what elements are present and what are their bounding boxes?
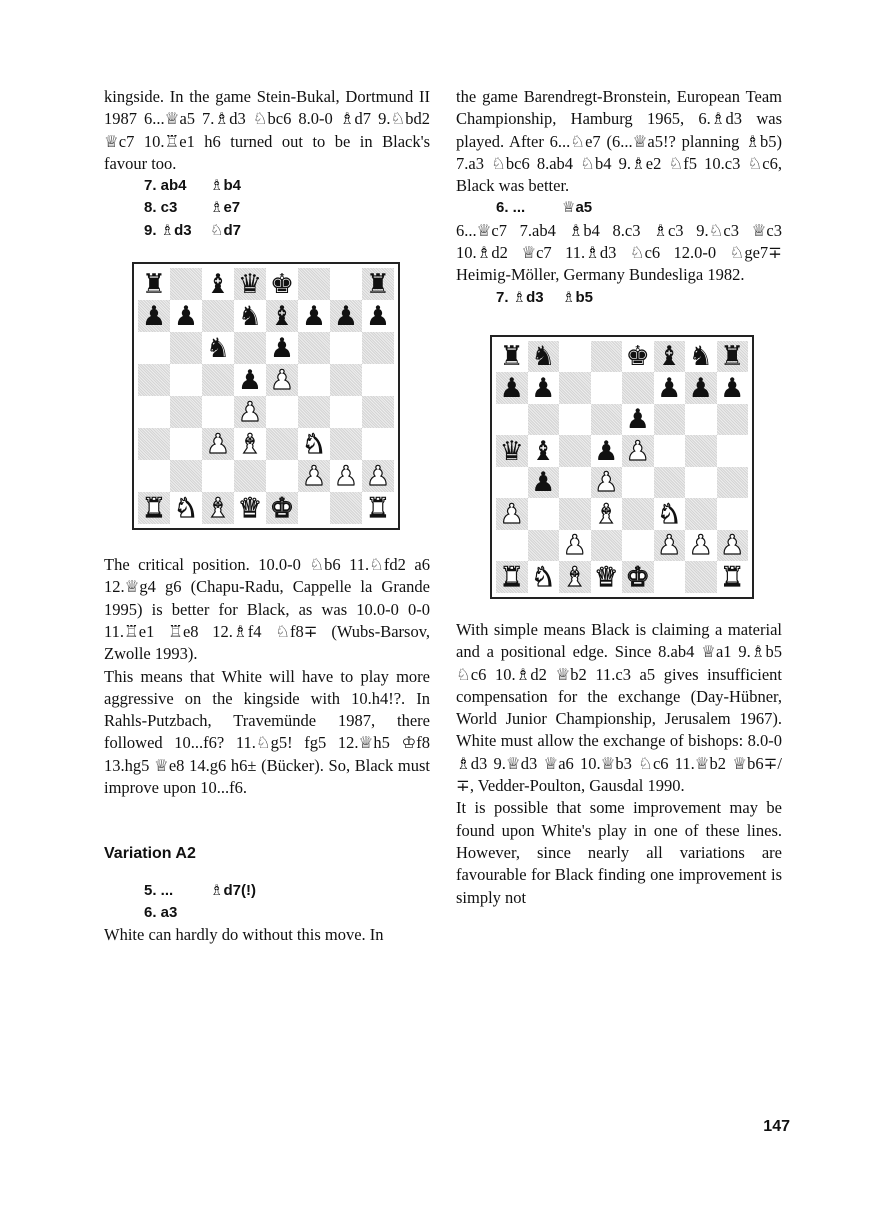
move-black: ♕a5 xyxy=(562,199,593,217)
board-square xyxy=(591,467,623,499)
move-black: ♗e7 xyxy=(210,199,241,217)
board-square xyxy=(362,332,394,364)
black-pawn-icon: ♟ xyxy=(365,300,391,332)
white-pawn-icon: ♟ xyxy=(333,460,359,492)
board-square xyxy=(717,467,749,499)
board-square xyxy=(559,530,591,562)
board-square xyxy=(330,428,362,460)
white-rook-icon: ♜ xyxy=(365,492,391,524)
left-column xyxy=(104,86,430,947)
black-pawn-icon: ♟ xyxy=(720,372,745,404)
black-bishop-icon: ♝ xyxy=(531,435,556,467)
black-rook-icon: ♜ xyxy=(365,268,391,300)
black-pawn-icon: ♟ xyxy=(237,364,263,396)
board-square xyxy=(622,467,654,499)
white-pawn-icon: ♟ xyxy=(365,460,391,492)
board-square xyxy=(685,372,717,404)
white-pawn-icon: ♟ xyxy=(657,530,682,562)
right-paragraph-2: 6...♕c7 7.ab4 ♗b4 8.c3 ♗c3 9.♘c3 ♕c3 10.♗d2 ♕c7 11.♗d3 ♘c6 12.0-0 ♘ge7∓ Heimig-Möller, Germany Bundesliga 1982. xyxy=(456,220,782,285)
move-black: ♗b4 xyxy=(210,177,241,195)
white-bishop-icon: ♝ xyxy=(205,492,231,524)
black-pawn-icon: ♟ xyxy=(531,467,556,499)
black-king-icon: ♚ xyxy=(625,341,650,373)
board-square xyxy=(234,428,266,460)
move-white: 6. a3 xyxy=(144,903,178,921)
white-pawn-icon: ♟ xyxy=(499,498,524,530)
board-square xyxy=(202,396,234,428)
board-square xyxy=(685,530,717,562)
white-bishop-icon: ♝ xyxy=(562,561,587,593)
left-paragraph-2: The critical position. 10.0-0 ♘b6 11.♘fd2 a6 12.♕g4 g6 (Chapu-Radu, Cappelle la Grande 1995) is better for Black, as was 10.0-0 0-0 11.♖e1 ♖e8 12.♗f4 ♘f8∓ (Wubs-Barsov, Zwolle 1993). xyxy=(104,555,430,664)
move-list-1 xyxy=(104,175,430,242)
black-pawn-icon: ♟ xyxy=(301,300,327,332)
board-square xyxy=(202,268,234,300)
board-square xyxy=(234,460,266,492)
board-square xyxy=(654,467,686,499)
board-square xyxy=(496,561,528,593)
board-square xyxy=(496,404,528,436)
board-square xyxy=(170,460,202,492)
black-pawn-icon: ♟ xyxy=(173,300,199,332)
black-rook-icon: ♜ xyxy=(720,341,745,373)
board-square xyxy=(685,435,717,467)
board-square xyxy=(202,300,234,332)
board-square xyxy=(362,492,394,524)
board-square xyxy=(362,268,394,300)
board-square xyxy=(622,530,654,562)
move-line xyxy=(104,880,430,902)
board-square xyxy=(654,498,686,530)
black-pawn-icon: ♟ xyxy=(531,372,556,404)
black-bishop-icon: ♝ xyxy=(657,341,682,373)
board-square xyxy=(266,396,298,428)
black-knight-icon: ♞ xyxy=(688,341,713,373)
board-square xyxy=(685,467,717,499)
move-line xyxy=(456,287,782,309)
board-square xyxy=(717,498,749,530)
white-knight-icon: ♞ xyxy=(657,498,682,530)
board-square xyxy=(138,396,170,428)
board-square xyxy=(685,561,717,593)
move-black: ♗d7(!) xyxy=(210,881,256,899)
move-black: ♗b5 xyxy=(562,288,593,306)
move-list-2 xyxy=(104,880,430,925)
board-square xyxy=(622,341,654,373)
black-knight-icon: ♞ xyxy=(205,332,231,364)
board-square xyxy=(330,268,362,300)
black-pawn-icon: ♟ xyxy=(657,372,682,404)
move-line xyxy=(104,175,430,197)
board-square xyxy=(622,498,654,530)
black-pawn-icon: ♟ xyxy=(594,435,619,467)
board-square xyxy=(202,428,234,460)
board-square xyxy=(591,404,623,436)
board-square xyxy=(362,300,394,332)
board-square xyxy=(717,561,749,593)
board-square xyxy=(622,372,654,404)
black-pawn-icon: ♟ xyxy=(269,332,295,364)
board-square xyxy=(170,332,202,364)
chess-diagram-1 xyxy=(132,262,400,530)
move-white: 7. ab4 xyxy=(144,177,187,195)
white-pawn-icon: ♟ xyxy=(594,467,619,499)
move-white: 6. ... xyxy=(496,199,526,217)
black-pawn-icon: ♟ xyxy=(625,404,650,436)
board-square xyxy=(717,404,749,436)
black-pawn-icon: ♟ xyxy=(333,300,359,332)
black-pawn-icon: ♟ xyxy=(499,372,524,404)
board-square xyxy=(654,404,686,436)
move-white: 9. ♗d3 xyxy=(144,221,192,239)
move-black: ♘d7 xyxy=(210,221,241,239)
board-square xyxy=(496,341,528,373)
white-knight-icon: ♞ xyxy=(301,428,327,460)
board-square xyxy=(170,428,202,460)
board-square xyxy=(622,435,654,467)
board-square xyxy=(717,341,749,373)
board-square xyxy=(298,332,330,364)
board-square xyxy=(362,460,394,492)
move-line xyxy=(456,197,782,219)
board-square xyxy=(138,300,170,332)
board-square xyxy=(362,396,394,428)
board-square xyxy=(591,435,623,467)
board-square xyxy=(559,435,591,467)
board-square xyxy=(266,492,298,524)
move-white: 7. ♗d3 xyxy=(496,288,544,306)
board-square xyxy=(298,396,330,428)
white-knight-icon: ♞ xyxy=(531,561,556,593)
board-square xyxy=(622,404,654,436)
white-queen-icon: ♛ xyxy=(594,561,619,593)
white-rook-icon: ♜ xyxy=(499,561,524,593)
board-square xyxy=(496,530,528,562)
move-line xyxy=(104,197,430,219)
board-square xyxy=(298,364,330,396)
board-square xyxy=(202,364,234,396)
board-square xyxy=(559,404,591,436)
left-paragraph-4: White can hardly do without this move. In xyxy=(104,925,384,945)
board-square xyxy=(496,467,528,499)
board-square xyxy=(202,460,234,492)
board-square xyxy=(266,460,298,492)
page-number: 147 xyxy=(763,1118,790,1135)
board-square xyxy=(685,498,717,530)
white-pawn-icon: ♟ xyxy=(625,435,650,467)
board-square xyxy=(362,428,394,460)
white-pawn-icon: ♟ xyxy=(301,460,327,492)
black-queen-icon: ♛ xyxy=(237,268,263,300)
white-pawn-icon: ♟ xyxy=(688,530,713,562)
black-pawn-icon: ♟ xyxy=(141,300,167,332)
board-square xyxy=(330,396,362,428)
white-queen-icon: ♛ xyxy=(237,492,263,524)
white-bishop-icon: ♝ xyxy=(237,428,263,460)
board-square xyxy=(591,498,623,530)
board-square xyxy=(528,561,560,593)
right-paragraph-4: It is possible that some improvement may be found upon White's play in one of these lines. However, since nearly all variations are favourable for Black finding one improvement is simply not xyxy=(456,798,782,907)
chess-diagram-2 xyxy=(490,335,754,599)
board-square xyxy=(528,404,560,436)
move-line xyxy=(104,902,430,924)
board-square xyxy=(138,460,170,492)
move-white: 8. c3 xyxy=(144,199,178,217)
white-bishop-icon: ♝ xyxy=(594,498,619,530)
board-square xyxy=(654,561,686,593)
white-knight-icon: ♞ xyxy=(173,492,199,524)
left-paragraph-3: This means that White will have to play more aggressive on the kingside with 10.h4!?. In Rahls-Putzbach, Travemünde 1987, there followed 10...f6? 11.♘g5! fg5 12.♕h5 ♔f8 13.hg5 ♕e8 14.g6 h6± (Bücker). So, Black must improve upon 10...f6. xyxy=(104,666,430,798)
board-square xyxy=(330,364,362,396)
board-square xyxy=(591,530,623,562)
board-square xyxy=(266,268,298,300)
board-square xyxy=(170,492,202,524)
white-king-icon: ♚ xyxy=(269,492,295,524)
right-paragraph-1: the game Barendregt-Bronstein, European Team Championship, Hamburg 1965, 6.♗d3 was played. After 6...♘e7 (6...♕a5!? planning ♗b5) 7.a3 ♘bc6 8.ab4 ♘b4 9.♗e2 ♘f5 10.c3 ♘c6, Black was better. xyxy=(456,87,782,196)
board-square xyxy=(138,332,170,364)
board-square xyxy=(717,530,749,562)
black-pawn-icon: ♟ xyxy=(688,372,713,404)
board-square xyxy=(654,530,686,562)
board-square xyxy=(138,268,170,300)
board-square xyxy=(622,561,654,593)
board-square xyxy=(559,498,591,530)
board-square xyxy=(528,498,560,530)
black-king-icon: ♚ xyxy=(269,268,295,300)
board-square xyxy=(591,372,623,404)
board-square xyxy=(528,435,560,467)
left-paragraph-1: kingside. In the game Stein-Bukal, Dortmund II 1987 6...♕a5 7.♗d3 ♘bc6 8.0-0 ♗d7 9.♘bd2 ♕c7 10.♖e1 h6 turned out to be in Black's favour too. xyxy=(104,87,430,173)
black-bishop-icon: ♝ xyxy=(269,300,295,332)
board-square xyxy=(234,492,266,524)
board-square xyxy=(330,492,362,524)
white-pawn-icon: ♟ xyxy=(205,428,231,460)
section-heading: Variation A2 xyxy=(104,845,196,863)
black-queen-icon: ♛ xyxy=(499,435,524,467)
black-rook-icon: ♜ xyxy=(141,268,167,300)
board-square xyxy=(654,435,686,467)
white-pawn-icon: ♟ xyxy=(237,396,263,428)
board-square xyxy=(685,341,717,373)
board-square xyxy=(170,364,202,396)
board-square xyxy=(559,341,591,373)
board-square xyxy=(528,530,560,562)
board-square xyxy=(591,341,623,373)
board-square xyxy=(202,492,234,524)
white-pawn-icon: ♟ xyxy=(720,530,745,562)
white-king-icon: ♚ xyxy=(625,561,650,593)
black-knight-icon: ♞ xyxy=(531,341,556,373)
board-square xyxy=(138,364,170,396)
board-square xyxy=(559,467,591,499)
board-square xyxy=(528,341,560,373)
board-square xyxy=(717,372,749,404)
board-square xyxy=(528,467,560,499)
board-square xyxy=(685,404,717,436)
board-square xyxy=(266,428,298,460)
right-column xyxy=(456,86,782,909)
board-square xyxy=(330,300,362,332)
board-square xyxy=(654,341,686,373)
board-square xyxy=(654,372,686,404)
board-square xyxy=(298,492,330,524)
black-knight-icon: ♞ xyxy=(237,300,263,332)
board-square xyxy=(496,435,528,467)
board-square xyxy=(298,268,330,300)
move-white: 5. ... xyxy=(144,881,174,899)
board-square xyxy=(298,460,330,492)
board-square xyxy=(138,492,170,524)
black-bishop-icon: ♝ xyxy=(205,268,231,300)
board-square xyxy=(496,372,528,404)
board-square xyxy=(234,364,266,396)
board-square xyxy=(266,332,298,364)
move-line xyxy=(104,220,430,242)
board-square xyxy=(234,268,266,300)
board-square xyxy=(559,372,591,404)
board-square xyxy=(330,332,362,364)
board-square xyxy=(528,372,560,404)
board-square xyxy=(266,300,298,332)
white-rook-icon: ♜ xyxy=(720,561,745,593)
white-rook-icon: ♜ xyxy=(141,492,167,524)
white-pawn-icon: ♟ xyxy=(562,530,587,562)
board-square xyxy=(234,332,266,364)
board-square xyxy=(591,561,623,593)
board-square xyxy=(496,498,528,530)
board-square xyxy=(202,332,234,364)
board-square xyxy=(330,460,362,492)
board-square xyxy=(717,435,749,467)
board-square xyxy=(298,300,330,332)
board-square xyxy=(234,396,266,428)
board-square xyxy=(266,364,298,396)
board-square xyxy=(170,268,202,300)
board-square xyxy=(170,300,202,332)
right-paragraph-3: With simple means Black is claiming a material and a positional edge. Since 8.ab4 ♕a1 9.♗b5 ♘c6 10.♗d2 ♕b2 11.c3 a5 gives insufficient compensation for the exchange (Day-Hübner, World Junior Championship, Jerusalem 1967). White must allow the exchange of bishops: 8.0-0 ♗d3 9.♕d3 ♕a6 10.♕b3 ♘c6 11.♕b2 ♕b6∓/∓, Vedder-Poulton, Gausdal 1990. xyxy=(456,619,782,796)
board-square xyxy=(170,396,202,428)
black-rook-icon: ♜ xyxy=(499,341,524,373)
board-square xyxy=(138,428,170,460)
board-square xyxy=(298,428,330,460)
white-pawn-icon: ♟ xyxy=(269,364,295,396)
board-square xyxy=(234,300,266,332)
board-square xyxy=(362,364,394,396)
board-square xyxy=(559,561,591,593)
